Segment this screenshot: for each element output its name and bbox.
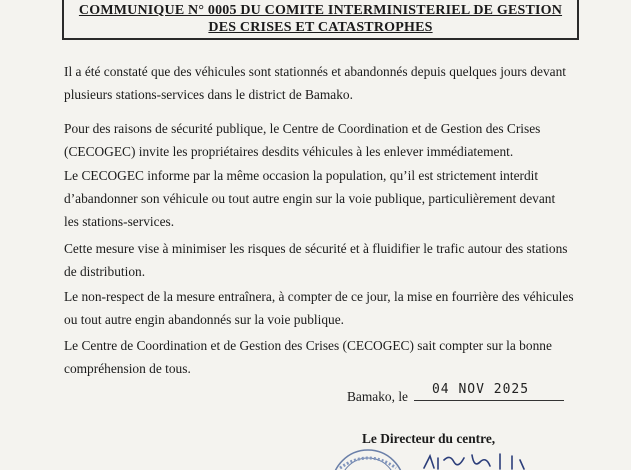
paragraph-line: Pour des raisons de sécurité publique, le Centre de Coordination et de Gestion des Crises (64, 121, 541, 136)
paragraph-line: Il a été constaté que des véhicules sont stationnés et abandonnés depuis quelques jours devant (64, 64, 567, 79)
paragraph-line: compréhension de tous. (64, 361, 191, 376)
paragraph-line: (CECOGEC) invite les propriétaires desdits véhicules à les enlever immédiatement. (64, 144, 514, 159)
signature-icon (420, 452, 530, 470)
official-seal-icon (328, 446, 408, 470)
paragraph-5 (64, 285, 576, 331)
paragraph-6 (64, 334, 576, 380)
paragraph-line: Le Centre de Coordination et de Gestion des Crises (CECOGEC) sait compter sur la bonne (64, 338, 552, 353)
paragraph-3 (64, 164, 576, 233)
paragraph-line: d’abandonner son véhicule ou tout autre engin sur la voie publique, particulièrement devant (64, 191, 556, 206)
communique-title-line2: DES CRISES ET CATASTROPHES (208, 20, 433, 35)
paragraph-4 (64, 237, 576, 283)
date-stamp (414, 383, 564, 401)
paragraph-2 (64, 117, 576, 163)
paragraph-line: Le CECOGEC informe par la même occasion la population, qu’il est strictement interdit (64, 168, 539, 183)
paragraph-1 (64, 60, 576, 106)
director-label: Le Directeur du centre, (362, 431, 496, 446)
place-label: Bamako, le (347, 389, 408, 404)
date-stamp-text: 04 NOV 2025 (431, 382, 530, 397)
paragraph-line: Le non-respect de la mesure entraînera, à compter de ce jour, la mise en fourrière des véhicules (64, 289, 574, 304)
paragraph-line: ou tout autre engin abandonnés sur la voie publique. (64, 312, 345, 327)
communique-title-box (62, 0, 579, 40)
communique-title-line1: COMMUNIQUE N° 0005 DU COMITE INTERMINISTERIEL DE GESTION (78, 3, 563, 18)
paragraph-line: les stations-services. (64, 214, 175, 229)
paragraph-line: plusieurs stations-services dans le district de Bamako. (64, 87, 353, 102)
paragraph-line: Cette mesure vise à minimiser les risques de sécurité et à fluidifier le trafic autour des stations (64, 241, 568, 256)
paragraph-line: de distribution. (64, 264, 146, 279)
date-line (347, 383, 564, 405)
